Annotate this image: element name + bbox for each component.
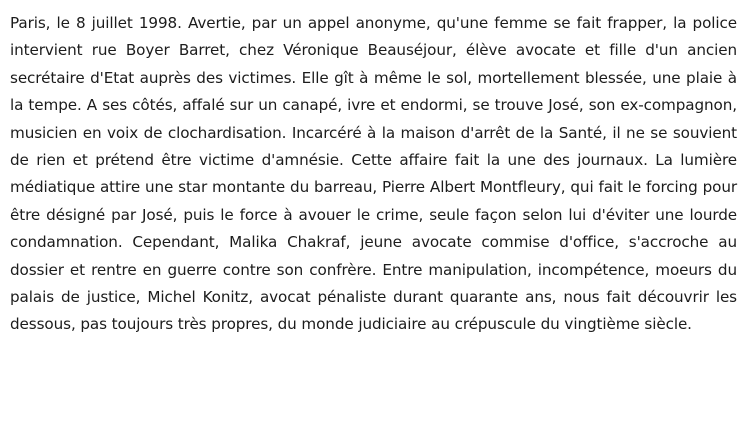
synopsis-paragraph: Paris, le 8 juillet 1998. Avertie, par un appel anonyme, qu'une femme se fait frapper, la police intervient rue Boyer Barret, chez Véronique Beauséjour, élève avocate et fille d'un ancien secrétaire d'Etat auprès des victimes. Elle gît à même le sol, mortellement blessée, une plaie à la tempe. A ses côtés, affalé sur un canapé, ivre et endormi, se trouve José, son ex-compagnon, musicien en voix de clochardisation. Incarcéré à la maison d'arrêt de la Santé, il ne se souvient de rien et prétend être victime d'amnésie. Cette affaire fait la une des journaux. La lumière médiatique attire une star montante du barreau, Pierre Albert Montfleury, qui fait le forcing pour être désigné par José, puis le force à avouer le crime, seule façon selon lui d'éviter une lourde condamnation. Cependant, Malika Chakraf, jeune avocate commise d'office, s'accroche au dossier et rentre en guerre contre son confrère. Entre manipulation, incompétence, moeurs du palais de justice, Michel Konitz, avocat pénaliste durant quarante ans, nous fait découvrir les dessous, pas toujours très propres, du monde judiciaire au crépuscule du vingtième siècle. — [10, 14, 737, 334]
